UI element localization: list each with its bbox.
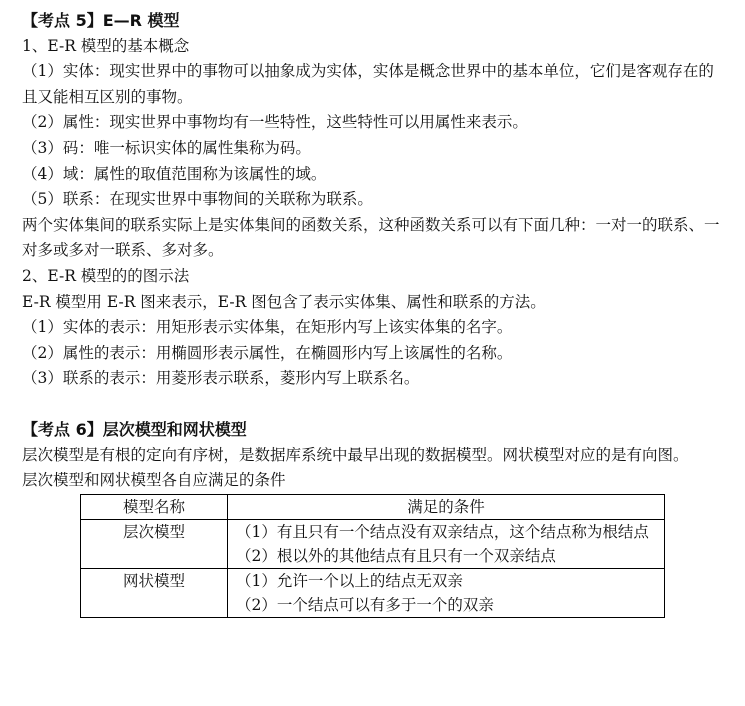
section5-heading: 【考点 5】E—R 模型 [22,11,180,30]
diagram-item-entity: （1）实体的表示：用矩形表示实体集，在矩形内写上该实体集的名字。 [22,318,513,337]
concept-item-key: （3）码：唯一标识实体的属性集称为码。 [22,138,311,157]
section5-subtitle-2: 2、E-R 模型的的图示法 [22,266,190,285]
diagram-item-attribute: （2）属性的表示：用椭圆形表示属性，在椭圆形内写上该属性的名称。 [22,343,513,362]
conditions-cell [228,519,665,568]
table-caption: 层次模型和网状模型各自应满足的条件 [22,471,286,490]
concept-item-attribute: （2）属性：现实世界中事物均有一些特性，这些特性可以用属性来表示。 [22,113,528,132]
diagram-intro: E-R 模型用 E-R 图来表示，E-R 图包含了表示实体集、属性和联系的方法。 [22,292,546,311]
conditions-cell [228,568,665,617]
header-conditions: 满足的条件 [228,494,665,519]
table-row [81,519,665,568]
table-header-row [81,494,665,519]
section6-paragraph: 层次模型是有根的定向有序树，是数据库系统中最早出现的数据模型。网状模型对应的是有向图。 [22,445,689,464]
condition-line: （1）有且只有一个结点没有双亲结点，这个结点称为根结点 [236,522,649,541]
conditions-table [80,494,665,618]
model-name-cell: 网状模型 [81,568,228,617]
condition-line: （2）一个结点可以有多于一个的双亲 [236,595,494,614]
concept-item-relation: （5）联系：在现实世界中事物间的关联称为联系。 [22,190,373,209]
concept-item-entity: （1）实体：现实世界中的事物可以抽象成为实体，实体是概念世界中的基本单位，它们是客观存在的且又能相互区别的事物。 [22,62,714,106]
condition-line: （2）根以外的其他结点有且只有一个双亲结点 [236,546,556,565]
table-row [81,568,665,617]
model-name-cell: 层次模型 [81,519,228,568]
section6-heading: 【考点 6】层次模型和网状模型 [22,419,247,439]
relation-paragraph: 两个实体集间的联系实际上是实体集间的函数关系，这种函数关系可以有下面几种：一对一的联系、一对多或多对一联系、多对多。 [22,215,720,260]
section5-subtitle-1: 1、E-R 模型的基本概念 [22,36,190,55]
condition-line: （1）允许一个以上的结点无双亲 [236,571,463,590]
header-model-name: 模型名称 [81,494,228,519]
diagram-item-relation: （3）联系的表示：用菱形表示联系，菱形内写上联系名。 [22,369,420,388]
concept-item-domain: （4）域：属性的取值范围称为该属性的域。 [22,164,327,183]
